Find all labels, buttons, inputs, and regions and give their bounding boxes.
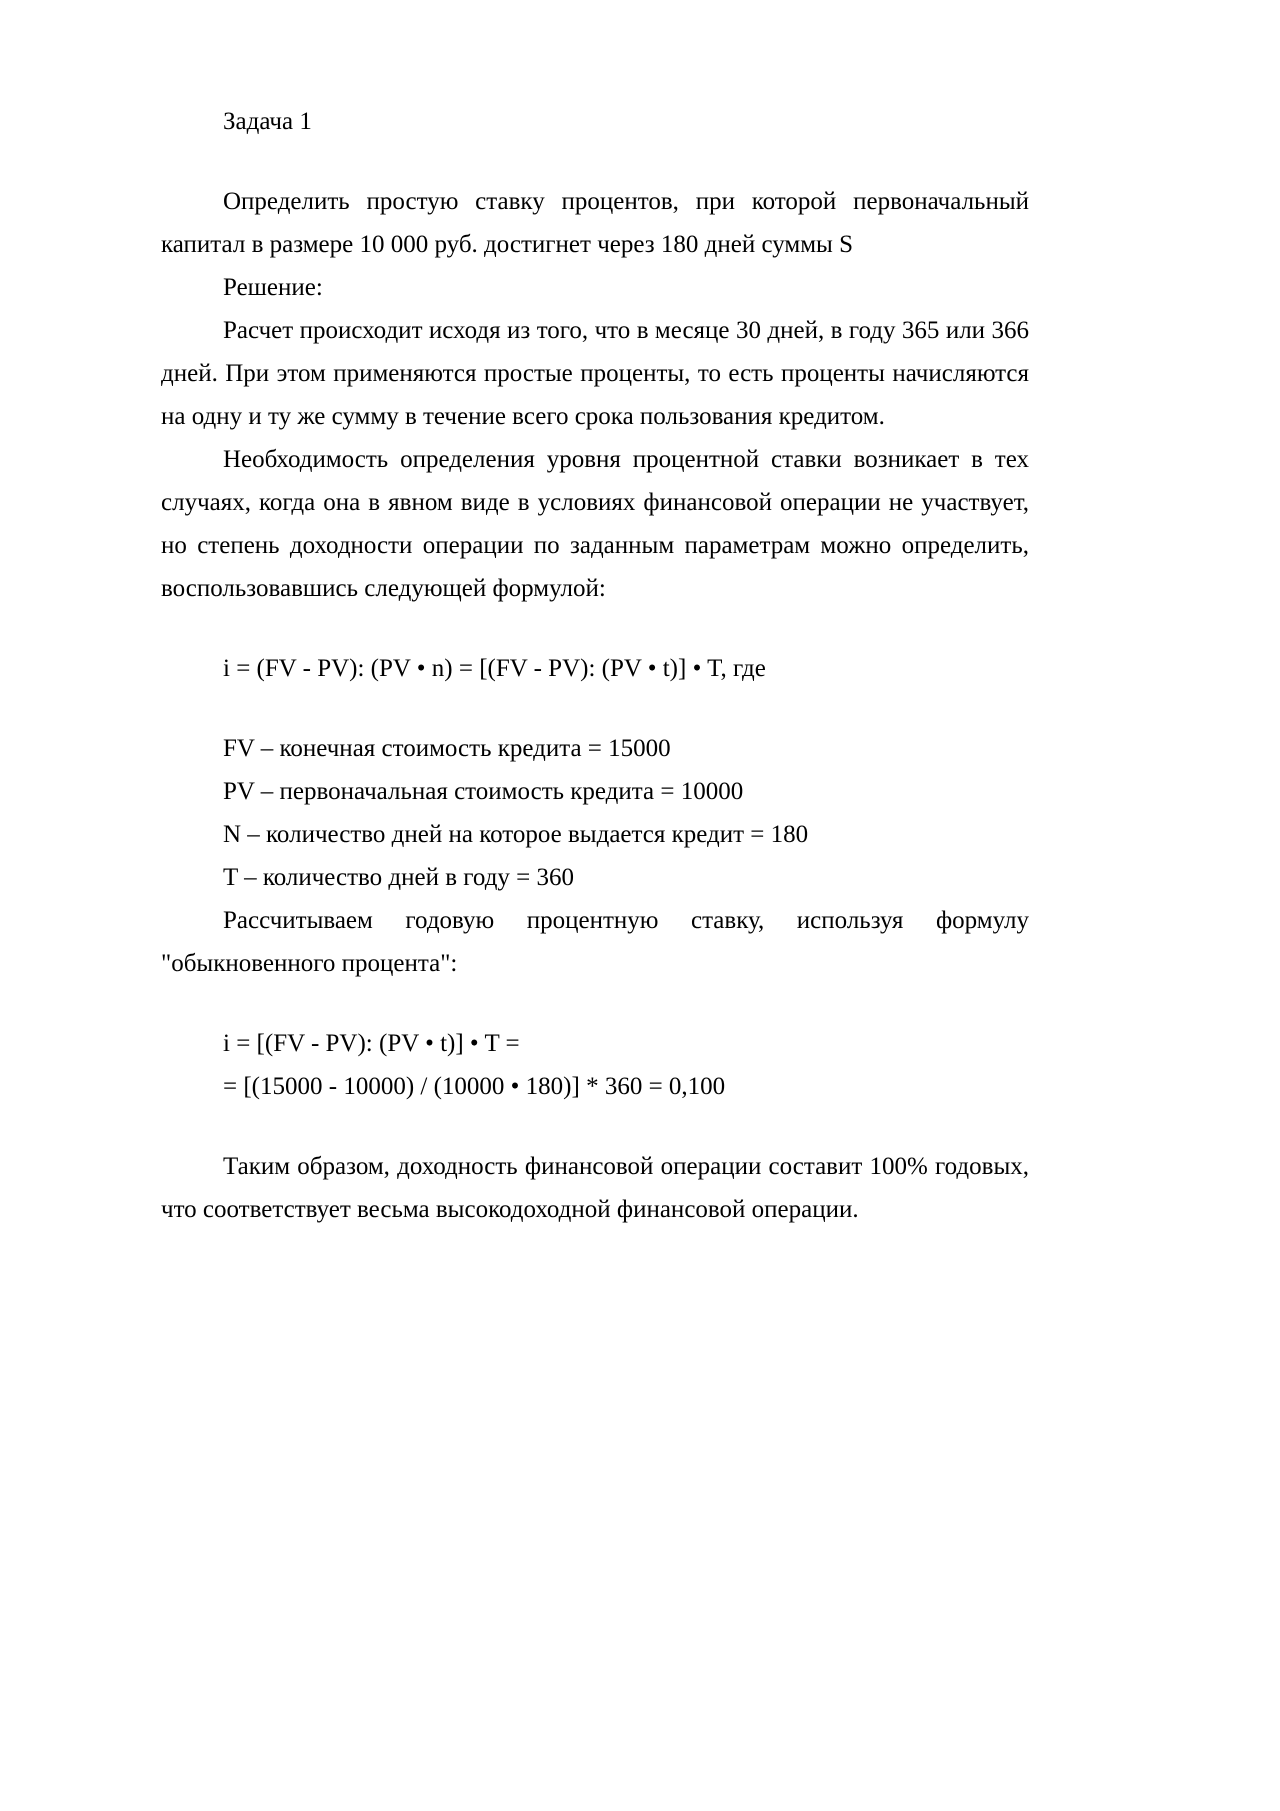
formula-general: i = (FV - PV): (PV • n) = [(FV - PV): (PV • t)] • T, где — [223, 655, 766, 682]
paragraph-spacer — [161, 985, 1029, 1022]
variable-t: T – количество дней в году = 360 — [223, 864, 575, 891]
variable-pv: PV – первоначальная стоимость кредита = 10000 — [223, 778, 744, 805]
necessity-paragraph: Необходимость определения уровня процентной ставки возникает в тех случаях, когда она в явном виде в условиях финансовой операции не участвует, но степень доходности операции по заданным параметрам можно определить, воспользовавшись следующей формулой: — [161, 446, 1029, 602]
variable-fv: FV – конечная стоимость кредита = 15000 — [223, 735, 671, 762]
calculation-paragraph: Расчет происходит исходя из того, что в месяце 30 дней, в году 365 или 366 дней. При этом применяются простые проценты, то есть проценты начисляются на одну и ту же сумму в течение всего срока пользования кредитом. — [161, 317, 1029, 430]
paragraph-spacer — [161, 690, 1029, 727]
variable-n: N – количество дней на которое выдается кредит = 180 — [223, 821, 809, 848]
page-title: Задача 1 — [223, 108, 312, 135]
formula-calc-line1: i = [(FV - PV): (PV • t)] • T = — [223, 1030, 520, 1057]
solution-label: Решение: — [223, 274, 323, 301]
formula-calc-line2: = [(15000 - 10000) / (10000 • 180)] * 360 = 0,100 — [223, 1073, 726, 1100]
rate-calc-paragraph: Рассчитываем годовую процентную ставку, используя формулу "обыкновенного процента": — [161, 907, 1029, 977]
paragraph-spacer — [161, 143, 1029, 180]
paragraph-spacer — [161, 610, 1029, 647]
conclusion-paragraph: Таким образом, доходность финансовой операции составит 100% годовых, что соответствует весьма высокодоходной финансовой операции. — [161, 1153, 1029, 1223]
paragraph-spacer — [161, 1108, 1029, 1145]
task-paragraph: Определить простую ставку процентов, при которой первоначальный капитал в размере 10 000 руб. достигнет через 180 дней суммы S — [161, 188, 1029, 258]
